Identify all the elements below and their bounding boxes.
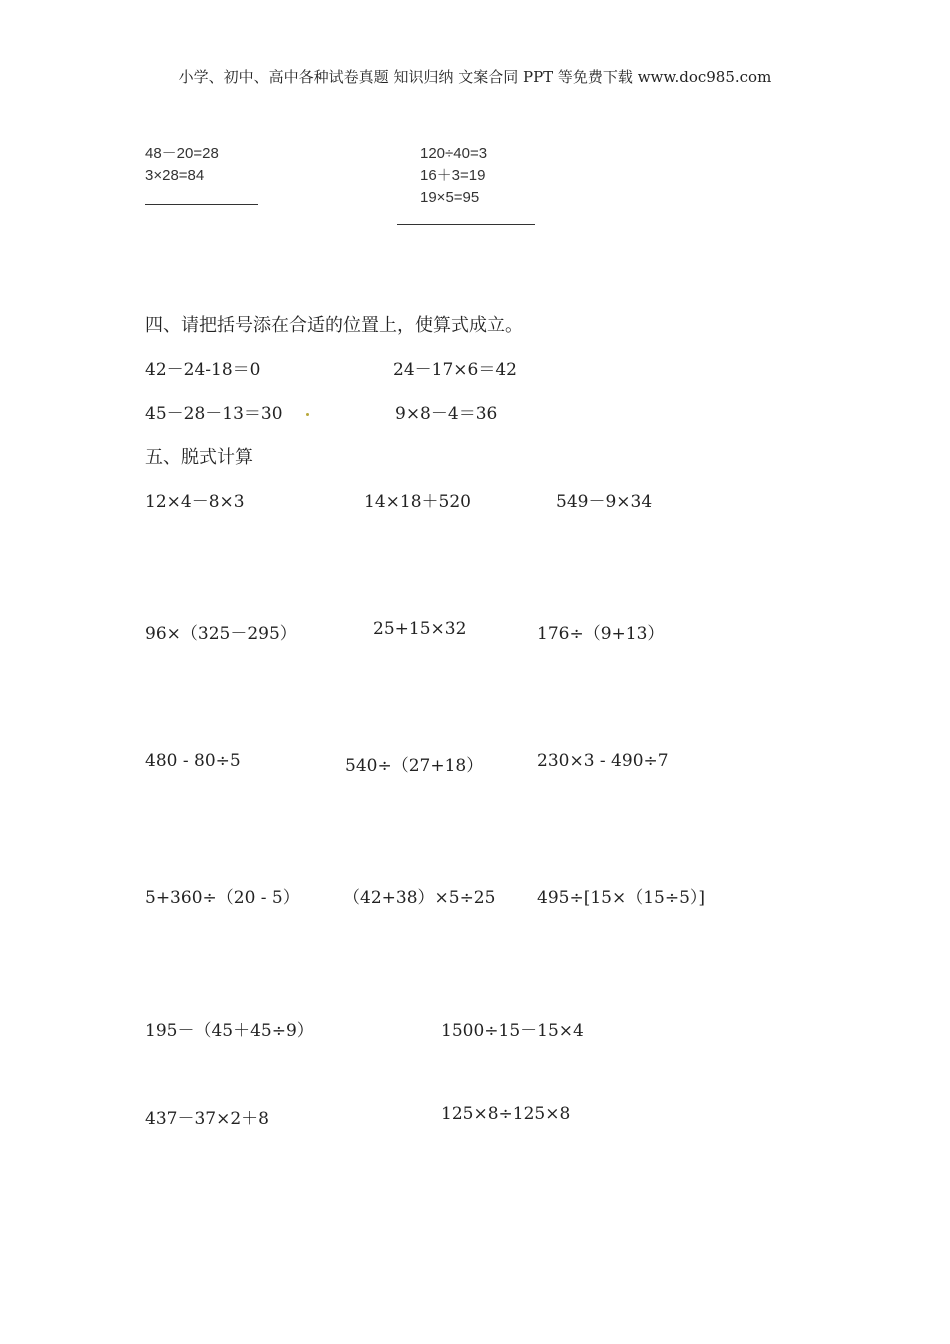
calc-problem: 480 - 80÷5 — [145, 751, 241, 771]
answer-line-right — [397, 224, 535, 225]
calc-problem: 540÷（27+18） — [345, 756, 484, 776]
section4-item: 9×8－4＝36 — [395, 404, 498, 424]
calc-problem: 25+15×32 — [373, 619, 467, 639]
page-header: 小学、初中、高中各种试卷真题 知识归纳 文案合同 PPT 等免费下载 www.doc985.com — [178, 68, 772, 86]
section4-title: 四、请把括号添在合适的位置上，使算式成立。 — [145, 315, 523, 336]
section5-title: 五、脱式计算 — [145, 447, 253, 468]
stray-dot — [306, 413, 309, 416]
answer-line-left — [145, 204, 258, 205]
calc-problem: 5+360÷（20 - 5） — [145, 888, 300, 908]
calc-problem: （42+38）×5÷25 — [343, 888, 496, 908]
calc-problem: 176÷（9+13） — [537, 624, 665, 644]
work-right-line-1: 120÷40=3 — [420, 145, 488, 162]
calc-problem: 14×18＋520 — [364, 492, 471, 512]
calc-problem: 12×4－8×3 — [145, 492, 245, 512]
calc-problem: 96×（325－295） — [145, 624, 297, 644]
work-left-line-1: 48－20=28 — [145, 145, 219, 162]
section4-item: 45－28－13＝30 — [145, 404, 283, 424]
calc-problem: 125×8÷125×8 — [441, 1104, 571, 1124]
calc-problem: 230×3 - 490÷7 — [537, 751, 669, 771]
work-right-line-3: 19×5=95 — [420, 189, 480, 206]
calc-problem: 549－9×34 — [556, 492, 653, 512]
work-left-line-2: 3×28=84 — [145, 167, 205, 184]
work-right-line-2: 16＋3=19 — [420, 167, 486, 184]
calc-problem: 195－（45＋45÷9） — [145, 1021, 314, 1041]
section4-item: 42－24-18＝0 — [145, 360, 261, 380]
calc-problem: 1500÷15－15×4 — [441, 1021, 584, 1041]
calc-problem: 495÷[15×（15÷5）] — [537, 888, 706, 908]
section4-item: 24－17×6＝42 — [393, 360, 517, 380]
calc-problem: 437－37×2＋8 — [145, 1109, 269, 1129]
